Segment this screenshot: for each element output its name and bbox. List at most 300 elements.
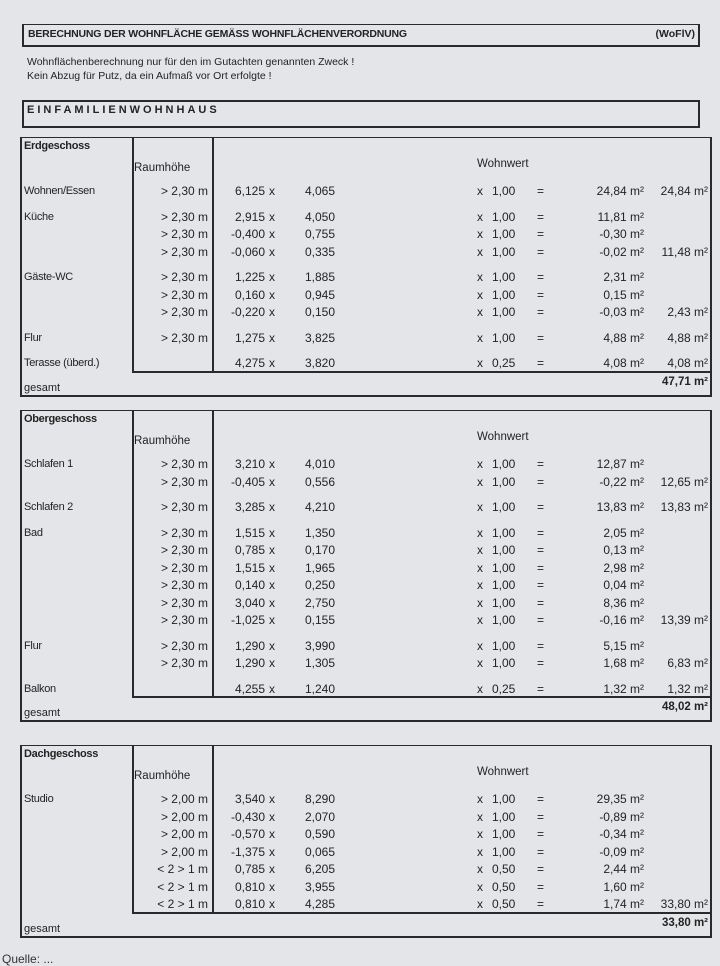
multiply-sign: x [477,356,483,370]
multiply-sign: x [269,862,275,876]
dimension-length: 1,225 [234,270,265,284]
multiply-sign: x [269,792,275,806]
line-area: -0,30 m² [599,227,644,241]
room-total: 4,88 m² [667,330,708,345]
multiply-sign: x [477,457,483,471]
multiply-sign: x [269,578,275,592]
multiply-sign: x [477,638,483,653]
floor-total-label: gesamt [24,922,61,935]
floor-section-obergeschoss [20,410,712,722]
room-group [22,456,710,491]
living-value-factor: 1,00 [492,613,516,627]
multiply-sign: x [269,809,275,824]
room-name: Balkon [24,682,56,695]
dimension-width: 4,210 [305,500,336,514]
equals-sign: = [537,681,545,696]
living-value-factor: 0,50 [492,897,516,911]
table-row [22,244,710,262]
room-height: > 2,30 m [160,330,208,345]
floor-total: 48,02 m² [661,701,708,713]
room-name: Terasse (überd.) [24,357,100,369]
room-total: 4,08 m² [667,356,708,370]
table-row [22,809,710,827]
dimension-width: 0,335 [305,244,336,259]
dimension-width: 0,155 [305,613,336,627]
note-plaster: Kein Abzug für Putz, da ein Aufmaß vor Ort erfolgte ! [27,70,272,82]
equals-sign: = [537,356,545,370]
floor-total-label: gesamt [24,707,61,719]
multiply-sign: x [477,543,483,557]
multiply-sign: x [269,844,275,859]
dimension-length: 1,290 [234,656,265,670]
table-row [22,791,710,809]
equals-sign: = [537,879,545,894]
living-value-factor: 1,00 [492,330,516,345]
multiply-sign: x [477,525,483,540]
living-value-factor: 1,00 [492,525,516,540]
living-value-factor: 1,00 [492,638,516,653]
room-name: Wohnen/Essen [24,185,95,197]
multiply-sign: x [477,270,483,284]
equals-sign: = [537,656,545,670]
table-row [22,209,710,227]
multiply-sign: x [477,330,483,345]
table-row [22,826,710,844]
equals-sign: = [537,595,545,610]
dimension-width: 0,170 [305,543,336,557]
multiply-sign: x [269,897,275,911]
floor-total: 47,71 m² [661,375,708,388]
room-height: > 2,30 m [160,209,208,224]
floor-total-label: gesamt [24,381,61,394]
living-value-factor: 0,25 [492,356,516,370]
living-value-factor: 1,00 [492,244,516,259]
equals-sign: = [537,638,545,653]
multiply-sign: x [269,287,275,302]
room-height: > 2,30 m [160,474,208,489]
multiply-sign: x [477,244,483,259]
multiply-sign: x [477,595,483,610]
dimension-width: 3,820 [305,356,336,370]
table-row [22,681,710,699]
house-type: EINFAMILIENWOHNHAUS [27,104,220,116]
room-height: > 2,30 m [160,270,208,284]
line-area: 4,88 m² [603,330,644,345]
multiply-sign: x [269,330,275,345]
living-value-factor: 1,00 [492,184,516,198]
living-value-factor: 1,00 [492,474,516,489]
room-name: Bad [24,526,43,539]
living-value-factor: 1,00 [492,792,516,806]
equals-sign: = [537,578,545,592]
table-row [22,269,710,287]
line-area: 4,08 m² [603,356,644,370]
dimension-length: 3,540 [234,792,265,806]
line-area: -0,22 m² [599,474,644,489]
room-group [22,269,710,322]
equals-sign: = [537,560,545,575]
equals-sign: = [537,330,545,345]
note-purpose: Wohnflächenberechnung nur für den im Gutachten genannten Zweck ! [27,56,355,68]
multiply-sign: x [269,305,275,319]
table-row [22,577,710,595]
dimension-width: 6,205 [305,862,336,876]
multiply-sign: x [269,525,275,540]
living-value-header: Wohnwert [477,766,529,778]
multiply-sign: x [477,227,483,241]
multiply-sign: x [477,184,483,198]
room-height: > 2,30 m [160,305,208,319]
multiply-sign: x [269,209,275,224]
room-height: > 2,30 m [160,578,208,592]
dimension-width: 3,825 [305,330,336,345]
multiply-sign: x [269,270,275,284]
room-name: Flur [24,639,42,652]
table-row [22,655,710,673]
multiply-sign: x [477,578,483,592]
equals-sign: = [537,184,545,198]
dimension-width: 3,955 [305,879,336,894]
table-row [22,330,710,348]
multiply-sign: x [477,474,483,489]
room-total: 1,32 m² [667,681,708,696]
equals-sign: = [537,244,545,259]
dimension-width: 1,965 [305,560,336,575]
multiply-sign: x [269,500,275,514]
living-value-factor: 1,00 [492,827,516,841]
dimension-width: 1,305 [305,656,336,670]
table-row [22,226,710,244]
dimension-width: 0,250 [305,578,336,592]
dimension-width: 1,350 [305,525,336,540]
line-area: 0,04 m² [603,578,644,592]
dimension-length: 0,785 [234,543,265,557]
room-height: > 2,30 m [160,595,208,610]
line-area: 1,68 m² [603,656,644,670]
multiply-sign: x [477,844,483,859]
document-title-abbreviation: (WoFlV) [655,28,695,40]
line-area: 2,05 m² [603,525,644,540]
multiply-sign: x [269,543,275,557]
room-height: > 2,30 m [160,525,208,540]
room-group [22,355,710,373]
room-height: > 2,30 m [160,227,208,241]
equals-sign: = [537,897,545,911]
table-row [22,355,710,373]
equals-sign: = [537,543,545,557]
line-area: -0,34 m² [599,827,644,841]
living-value-factor: 1,00 [492,305,516,319]
room-height: < 2 > 1 m [157,897,208,911]
dimension-length: 1,290 [234,638,265,653]
living-value-factor: 1,00 [492,227,516,241]
house-type-box [22,100,700,128]
line-area: 1,32 m² [603,681,644,696]
dimension-length: -0,400 [230,227,265,241]
living-value-factor: 1,00 [492,656,516,670]
dimension-length: 1,275 [234,330,265,345]
dimension-width: 2,750 [305,595,336,610]
dimension-length: -0,060 [230,244,265,259]
living-value-factor: 1,00 [492,844,516,859]
room-height: > 2,30 m [160,244,208,259]
floor-title: Dachgeschoss [24,748,99,760]
dimension-width: 4,050 [305,209,336,224]
room-group [22,638,710,673]
equals-sign: = [537,500,545,514]
living-value-factor: 1,00 [492,809,516,824]
multiply-sign: x [477,681,483,696]
equals-sign: = [537,844,545,859]
table-row [22,499,710,517]
dimension-width: 3,990 [305,638,336,653]
line-area: 11,81 m² [597,209,644,224]
room-height: > 2,30 m [160,287,208,302]
floor-total-row [22,914,710,936]
living-value-factor: 0,25 [492,681,516,696]
multiply-sign: x [269,827,275,841]
equals-sign: = [537,209,545,224]
table-row [22,542,710,560]
room-total: 24,84 m² [660,184,708,198]
table-row [22,638,710,656]
multiply-sign: x [477,879,483,894]
dimension-length: 0,810 [234,897,265,911]
equals-sign: = [537,227,545,241]
dimension-length: 1,515 [234,560,265,575]
multiply-sign: x [269,879,275,894]
multiply-sign: x [269,613,275,627]
equals-sign: = [537,525,545,540]
dimension-length: -1,375 [230,844,265,859]
dimension-width: 0,065 [305,844,336,859]
room-total: 13,39 m² [660,613,708,627]
line-area: 1,74 m² [603,897,644,911]
room-height: > 2,30 m [160,543,208,557]
room-height: > 2,30 m [160,457,208,471]
multiply-sign: x [477,862,483,876]
equals-sign: = [537,474,545,489]
living-value-factor: 1,00 [492,543,516,557]
table-row [22,612,710,630]
dimension-width: 4,010 [305,457,336,471]
dimension-width: 1,240 [305,681,336,696]
equals-sign: = [537,827,545,841]
multiply-sign: x [269,184,275,198]
table-row [22,560,710,578]
equals-sign: = [537,809,545,824]
equals-sign: = [537,862,545,876]
line-area: 2,31 m² [603,270,644,284]
multiply-sign: x [477,305,483,319]
multiply-sign: x [477,792,483,806]
living-value-header: Wohnwert [477,158,529,170]
line-area: 8,36 m² [603,595,644,610]
multiply-sign: x [269,595,275,610]
room-total: 2,43 m² [667,305,708,319]
room-group [22,330,710,348]
multiply-sign: x [477,897,483,911]
table-row [22,896,710,914]
dimension-width: 1,885 [305,270,336,284]
line-area: 2,98 m² [603,560,644,575]
room-group [22,525,710,630]
dimension-length: -0,570 [230,827,265,841]
floor-title: Obergeschoss [24,413,97,425]
dimension-length: -1,025 [230,613,265,627]
multiply-sign: x [477,827,483,841]
table-row [22,183,710,201]
dimension-length: 3,040 [234,595,265,610]
room-total: 33,80 m² [660,897,708,911]
floor-total-row [22,373,710,395]
table-row [22,844,710,862]
multiply-sign: x [477,613,483,627]
room-group [22,791,710,914]
room-height: > 2,00 m [160,844,208,859]
room-group [22,681,710,699]
multiply-sign: x [269,457,275,471]
equals-sign: = [537,305,545,319]
line-area: 2,44 m² [603,862,644,876]
document-title: BERECHNUNG DER WOHNFLÄCHE GEMÄSS WOHNFLÄCHENVERORDNUNG [28,28,407,40]
line-area: 13,83 m² [596,500,644,514]
line-area: 29,35 m² [596,792,644,806]
living-value-factor: 1,00 [492,270,516,284]
living-value-factor: 1,00 [492,457,516,471]
living-value-factor: 0,50 [492,862,516,876]
equals-sign: = [537,613,545,627]
room-height: < 2 > 1 m [157,862,208,876]
multiply-sign: x [477,560,483,575]
room-height: > 2,30 m [160,500,208,514]
dimension-length: -0,220 [230,305,265,319]
living-value-header: Wohnwert [477,431,529,443]
room-total: 6,83 m² [667,656,708,670]
floor-section-erdgeschoss [20,137,712,397]
dimension-width: 8,290 [305,792,336,806]
living-value-factor: 1,00 [492,209,516,224]
dimension-width: 4,065 [305,184,336,198]
living-value-factor: 1,00 [492,595,516,610]
room-name: Flur [24,331,42,344]
floor-title: Erdgeschoss [24,140,90,152]
room-total: 11,48 m² [661,244,708,259]
line-area: 0,13 m² [603,543,644,557]
room-height: > 2,30 m [160,638,208,653]
dimension-length: 0,140 [234,578,265,592]
dimension-length: 3,285 [234,500,265,514]
floor-total-row [22,698,710,720]
table-row [22,861,710,879]
multiply-sign: x [477,500,483,514]
room-group [22,183,710,201]
room-height: > 2,30 m [160,613,208,627]
living-value-factor: 1,00 [492,500,516,514]
multiply-sign: x [269,638,275,653]
line-area: -0,03 m² [599,305,644,319]
multiply-sign: x [477,287,483,302]
living-value-factor: 1,00 [492,578,516,592]
equals-sign: = [537,457,545,471]
line-area: 12,87 m² [596,457,644,471]
line-area: 1,60 m² [603,879,644,894]
document-title-box [22,24,700,47]
floor-total: 33,80 m² [661,916,708,929]
dimension-width: 4,285 [305,897,336,911]
line-area: -0,02 m² [599,244,644,259]
table-row [22,595,710,613]
room-height: > 2,00 m [160,809,208,824]
dimension-width: 0,590 [305,827,336,841]
room-height-header: Raumhöhe [134,770,191,782]
table-row [22,287,710,305]
line-area: 5,15 m² [603,638,644,653]
room-height: > 2,30 m [160,184,208,198]
multiply-sign: x [269,560,275,575]
living-value-factor: 1,00 [492,560,516,575]
multiply-sign: x [269,244,275,259]
dimension-width: 0,556 [305,474,336,489]
dimension-length: -0,405 [230,474,265,489]
room-name: Schlafen 2 [24,501,73,513]
multiply-sign: x [269,474,275,489]
table-row [22,456,710,474]
living-value-factor: 0,50 [492,879,516,894]
room-name: Schlafen 1 [24,458,73,470]
room-height-header: Raumhöhe [134,162,191,174]
equals-sign: = [537,287,545,302]
dimension-width: 0,945 [305,287,336,302]
dimension-length: 6,125 [234,184,265,198]
room-group [22,209,710,262]
line-area: 24,84 m² [596,184,644,198]
dimension-length: -0,430 [230,809,265,824]
multiply-sign: x [269,356,275,370]
room-name: Küche [24,210,54,223]
multiply-sign: x [269,227,275,241]
floor-section-dachgeschoss [20,745,712,938]
room-height: > 2,30 m [160,560,208,575]
dimension-length: 1,515 [234,525,265,540]
dimension-width: 2,070 [305,809,336,824]
dimension-length: 4,275 [234,356,265,370]
dimension-length: 3,210 [234,457,265,471]
multiply-sign: x [477,656,483,670]
room-total: 13,83 m² [660,500,708,514]
dimension-width: 0,755 [305,227,336,241]
dimension-length: 4,255 [234,681,265,696]
equals-sign: = [537,270,545,284]
line-area: -0,16 m² [599,613,644,627]
table-row [22,474,710,492]
room-height: > 2,30 m [160,656,208,670]
dimension-length: 0,810 [234,879,265,894]
room-group [22,499,710,517]
room-height-header: Raumhöhe [134,435,191,447]
multiply-sign: x [477,209,483,224]
dimension-width: 0,150 [305,305,336,319]
line-area: 0,15 m² [603,287,644,302]
room-height: > 2,00 m [160,827,208,841]
multiply-sign: x [477,809,483,824]
line-area: -0,09 m² [599,844,644,859]
source-caption: Quelle: ... [2,952,54,966]
living-value-factor: 1,00 [492,287,516,302]
multiply-sign: x [269,656,275,670]
room-height: > 2,00 m [160,792,208,806]
table-row [22,304,710,322]
